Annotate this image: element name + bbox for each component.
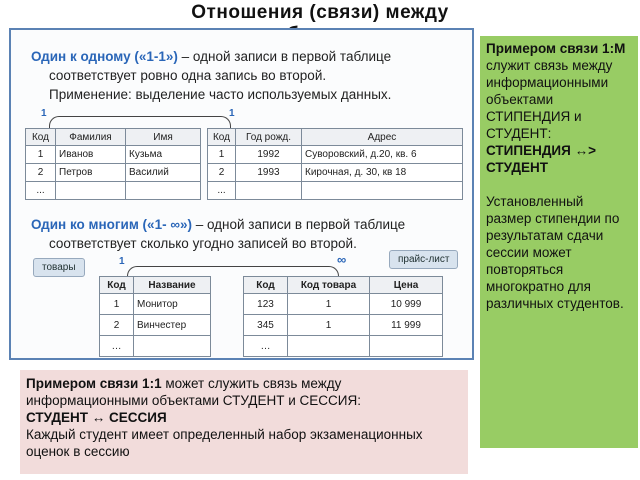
one-to-many-label-left: 1 bbox=[119, 256, 125, 267]
column-header: Цена bbox=[370, 277, 443, 294]
column-header: Название bbox=[134, 277, 211, 294]
one-to-many-line-2: соответствует сколько угодно записей во второй. bbox=[49, 236, 357, 251]
column-header: Код bbox=[208, 129, 236, 146]
tag-price-list: прайс-лист bbox=[389, 250, 458, 269]
green-box-bold-2: СТИПЕНДИЯ ↔> СТУДЕНТ bbox=[486, 143, 596, 175]
table-row: 1 Монитор bbox=[100, 294, 211, 315]
one-to-one-line-2: соответствует ровно одна запись во второй. bbox=[49, 68, 327, 83]
column-header: Код bbox=[26, 129, 56, 146]
one-to-one-line-3: Применение: выделение часто используемых данных. bbox=[49, 87, 392, 102]
one-to-one-label-right: 1 bbox=[229, 108, 235, 119]
green-box-text-1: служит связь между информационными объектами СТИПЕНДИЯ и СТУДЕНТ: bbox=[486, 58, 613, 141]
one-to-many-heading-rest: – одной записи в первой таблице bbox=[191, 217, 406, 232]
title-line-1: Отношения (связи) между bbox=[191, 2, 449, 23]
column-header: Фамилия bbox=[56, 129, 126, 146]
one-to-one-heading-rest: – одной записи в первой таблице bbox=[177, 49, 392, 64]
column-header: Имя bbox=[126, 129, 201, 146]
price-list-table bbox=[243, 276, 443, 357]
table-row: … bbox=[100, 336, 211, 357]
green-box-text-2: Установленный размер стипендии по результатам сдачи сессии может повторяться многократно для различных студентов. bbox=[486, 194, 624, 311]
one-to-many-heading bbox=[31, 216, 405, 233]
one-to-one-connector bbox=[49, 116, 231, 128]
relations-slide-image bbox=[9, 28, 474, 360]
table-row: 1 1992 Суворовский, д.20, кв. 6 bbox=[208, 146, 463, 164]
column-header: Адрес bbox=[302, 129, 463, 146]
tag-products: товары bbox=[33, 258, 85, 277]
one-to-many-label-right: ∞ bbox=[337, 252, 347, 267]
table-row: 1 Иванов Кузьма bbox=[26, 146, 201, 164]
one-to-many-connector bbox=[127, 266, 339, 276]
table-row: ... bbox=[26, 182, 201, 200]
pink-box-bold-1: Примером связи 1:1 bbox=[26, 376, 162, 391]
table-row: 2 Петров Василий bbox=[26, 164, 201, 182]
column-header: Код товара bbox=[288, 277, 370, 294]
one-to-one-heading bbox=[31, 48, 391, 65]
table-row: 123 1 10 999 bbox=[244, 294, 443, 315]
one-to-one-label-left: 1 bbox=[41, 108, 47, 119]
table-row: 345 1 11 999 bbox=[244, 315, 443, 336]
addresses-table bbox=[207, 128, 463, 200]
column-header: Год рожд. bbox=[236, 129, 302, 146]
table-row: ... bbox=[208, 182, 463, 200]
one-to-many-heading-bold: Один ко многим («1- ∞») bbox=[31, 217, 192, 232]
column-header: Код bbox=[244, 277, 288, 294]
students-table bbox=[25, 128, 201, 200]
one-to-one-heading-bold: Один к одному («1-1») bbox=[31, 49, 178, 64]
table-row: 2 1993 Кирочная, д. 30, кв 18 bbox=[208, 164, 463, 182]
products-table bbox=[99, 276, 211, 357]
one-to-one-example-box bbox=[20, 370, 468, 474]
pink-box-text-2: Каждый студент имеет определенный набор экзаменационных оценок в сессию bbox=[26, 427, 423, 459]
table-row: … bbox=[244, 336, 443, 357]
one-to-many-example-box bbox=[480, 36, 638, 448]
pink-box-bold-2: СТУДЕНТ ↔ СЕССИЯ bbox=[26, 410, 167, 425]
green-box-bold-1: Примером связи 1:М bbox=[486, 41, 626, 56]
table-row: 2 Винчестер bbox=[100, 315, 211, 336]
column-header: Код bbox=[100, 277, 134, 294]
pink-box-text-1: может служить связь между информационными объектами СТУДЕНТ и СЕССИЯ: bbox=[26, 376, 361, 408]
